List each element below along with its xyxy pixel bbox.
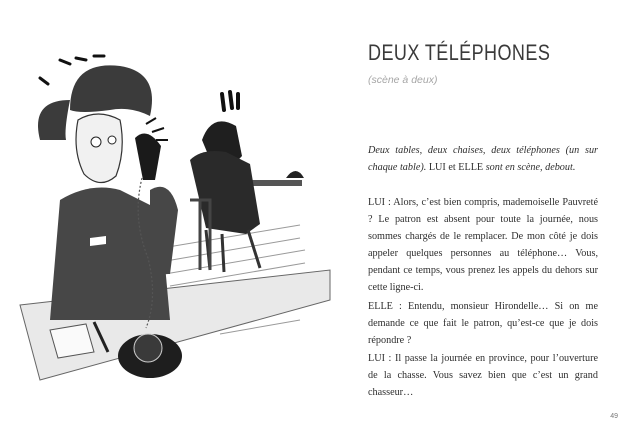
stage-character-names: LUI et ELLE — [428, 162, 484, 173]
page-title: DEUX TÉLÉPHONES — [368, 40, 551, 65]
desk-telephone — [118, 334, 182, 378]
woman-hair — [70, 65, 152, 116]
notepad — [50, 324, 94, 358]
scene-subtitle: (scène à deux) — [368, 74, 438, 86]
woman-face — [76, 114, 122, 183]
man-on-phone — [190, 92, 304, 272]
dialogue-paragraph: LUI : Alors, c’est bien compris, mademoiselle Pauvreté ? Le patron est absent pour toute la journée, nous sommes chargés de le remplacer. De mon côté je dois appeler quelques personnes au téléphone… Vous, pendant ce temps, vous prenez les appels du dehors sur cette ligne-ci. — [368, 197, 598, 293]
stage-text-b: sont en scène, debout. — [483, 162, 576, 173]
dialogue-paragraph: LUI : Il passe la journée en province, pour l’ouverture de la chasse. Vous savez bien que c’est un grand chasseur… — [368, 353, 598, 398]
stage-direction — [368, 142, 598, 176]
man-telephone — [286, 171, 304, 178]
stage-text-a: Deux tables, deux chaises, deux téléphones (un sur chaque table). — [368, 145, 598, 173]
page-number: 49 — [610, 413, 618, 420]
dialogue-paragraph: ELLE : Entendu, monsieur Hirondelle… Si on me demande ce que fait le patron, qu’est-ce que je dois répondre ? — [368, 301, 598, 346]
woman-on-phone — [38, 65, 178, 328]
